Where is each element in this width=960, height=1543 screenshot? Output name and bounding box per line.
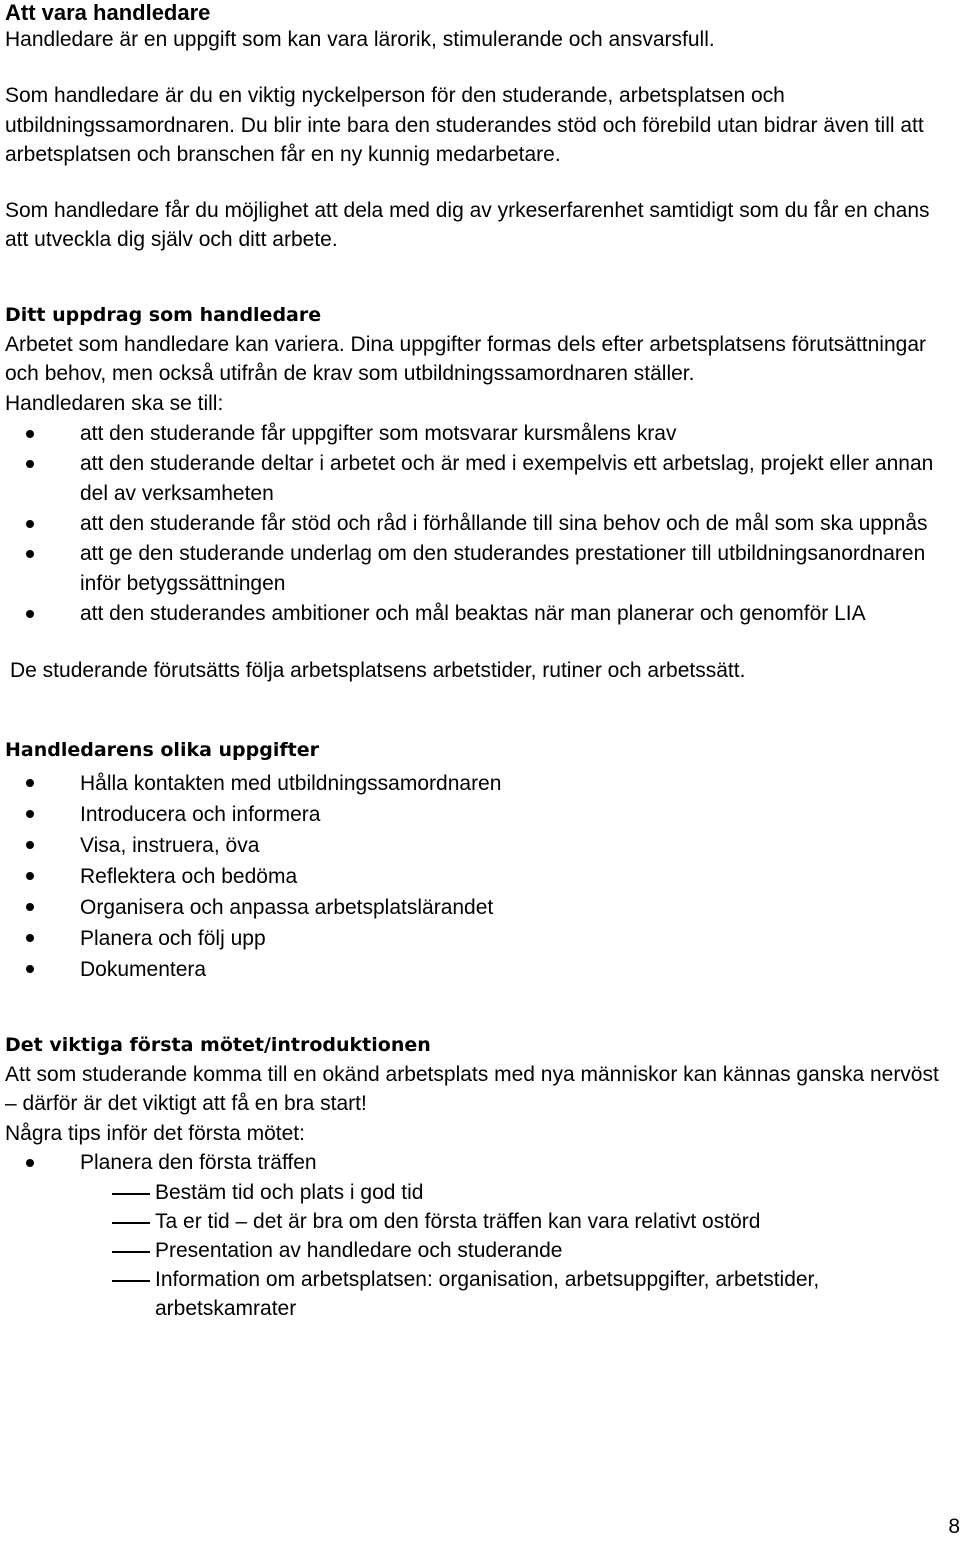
list-item: Dokumentera <box>5 954 955 985</box>
sub-list-item: Ta er tid – det är bra om den första träffen kan vara relativt ostörd <box>5 1207 955 1236</box>
list-item: Organisera och anpassa arbetsplatslärandet <box>5 892 955 923</box>
sub-list-item: Presentation av handledare och studerande <box>5 1236 955 1265</box>
role-paragraph: Som handledare är du en viktig nyckelperson för den studerande, arbetsplatsen och utbildningssamordnaren. Du blir inte bara den studerandes stöd och förebild utan bidrar även till att arbetsplatsen och branschen får en ny kunnig medarbetare. <box>5 84 924 166</box>
first-meeting-list <box>5 1148 955 1178</box>
first-meeting-lead: Några tips inför det första mötet: <box>5 1121 305 1145</box>
page-title: Att vara handledare <box>5 0 211 25</box>
tasks-list <box>5 768 955 985</box>
list-item: Visa, instruera, öva <box>5 830 955 861</box>
section-heading-first-meeting: Det viktiga första mötet/introduktionen <box>5 1033 431 1056</box>
page-number: 8 <box>948 1515 960 1538</box>
list-item: Planera och följ upp <box>5 923 955 954</box>
sub-list-item: Bestäm tid och plats i god tid <box>5 1178 955 1207</box>
section-heading-tasks: Handledarens olika uppgifter <box>5 738 319 761</box>
list-item: att den studerandes ambitioner och mål beaktas när man planerar och genomför LIA <box>5 599 955 629</box>
list-item: Reflektera och bedöma <box>5 861 955 892</box>
assignment-paragraph: Arbetet som handledare kan variera. Dina uppgifter formas dels efter arbetsplatsens förutsättningar och behov, men också utifrån de krav som utbildningssamordnaren ställer. <box>5 332 926 385</box>
list-item: att den studerande deltar i arbetet och är med i exempelvis ett arbetslag, projekt eller annan del av verksamheten <box>5 449 955 509</box>
intro-paragraph: Handledare är en uppgift som kan vara lärorik, stimulerande och ansvarsfull. <box>5 28 715 51</box>
list-item: att ge den studerande underlag om den studerandes prestationer till utbildningsanordnaren inför betygssättningen <box>5 539 955 599</box>
first-meeting-sublist <box>5 1178 955 1323</box>
list-item: Hålla kontakten med utbildningssamordnaren <box>5 768 955 799</box>
list-item: att den studerande får stöd och råd i förhållande till sina behov och de mål som ska uppnås <box>5 509 955 539</box>
assignment-list <box>5 419 955 629</box>
section-heading-assignment: Ditt uppdrag som handledare <box>5 303 322 326</box>
first-meeting-paragraph: Att som studerande komma till en okänd arbetsplats med nya människor kan kännas ganska nervöst – därför är det viktigt att få en bra start! <box>5 1062 939 1115</box>
opportunity-paragraph: Som handledare får du möjlighet att dela med dig av yrkeserfarenhet samtidigt som du får en chans att utveckla dig själv och ditt arbete. <box>5 198 930 251</box>
closing-paragraph: De studerande förutsätts följa arbetsplatsens arbetstider, rutiner och arbetssätt. <box>10 659 746 682</box>
sub-list-item: Information om arbetsplatsen: organisation, arbetsuppgifter, arbetstider, arbetskamrater <box>5 1265 955 1323</box>
assignment-lead: Handledaren ska se till: <box>5 391 224 415</box>
list-item: Planera den första träffen <box>5 1148 955 1178</box>
document-page <box>5 0 955 1323</box>
list-item: Introducera och informera <box>5 799 955 830</box>
list-item: att den studerande får uppgifter som motsvarar kursmålens krav <box>5 419 955 449</box>
